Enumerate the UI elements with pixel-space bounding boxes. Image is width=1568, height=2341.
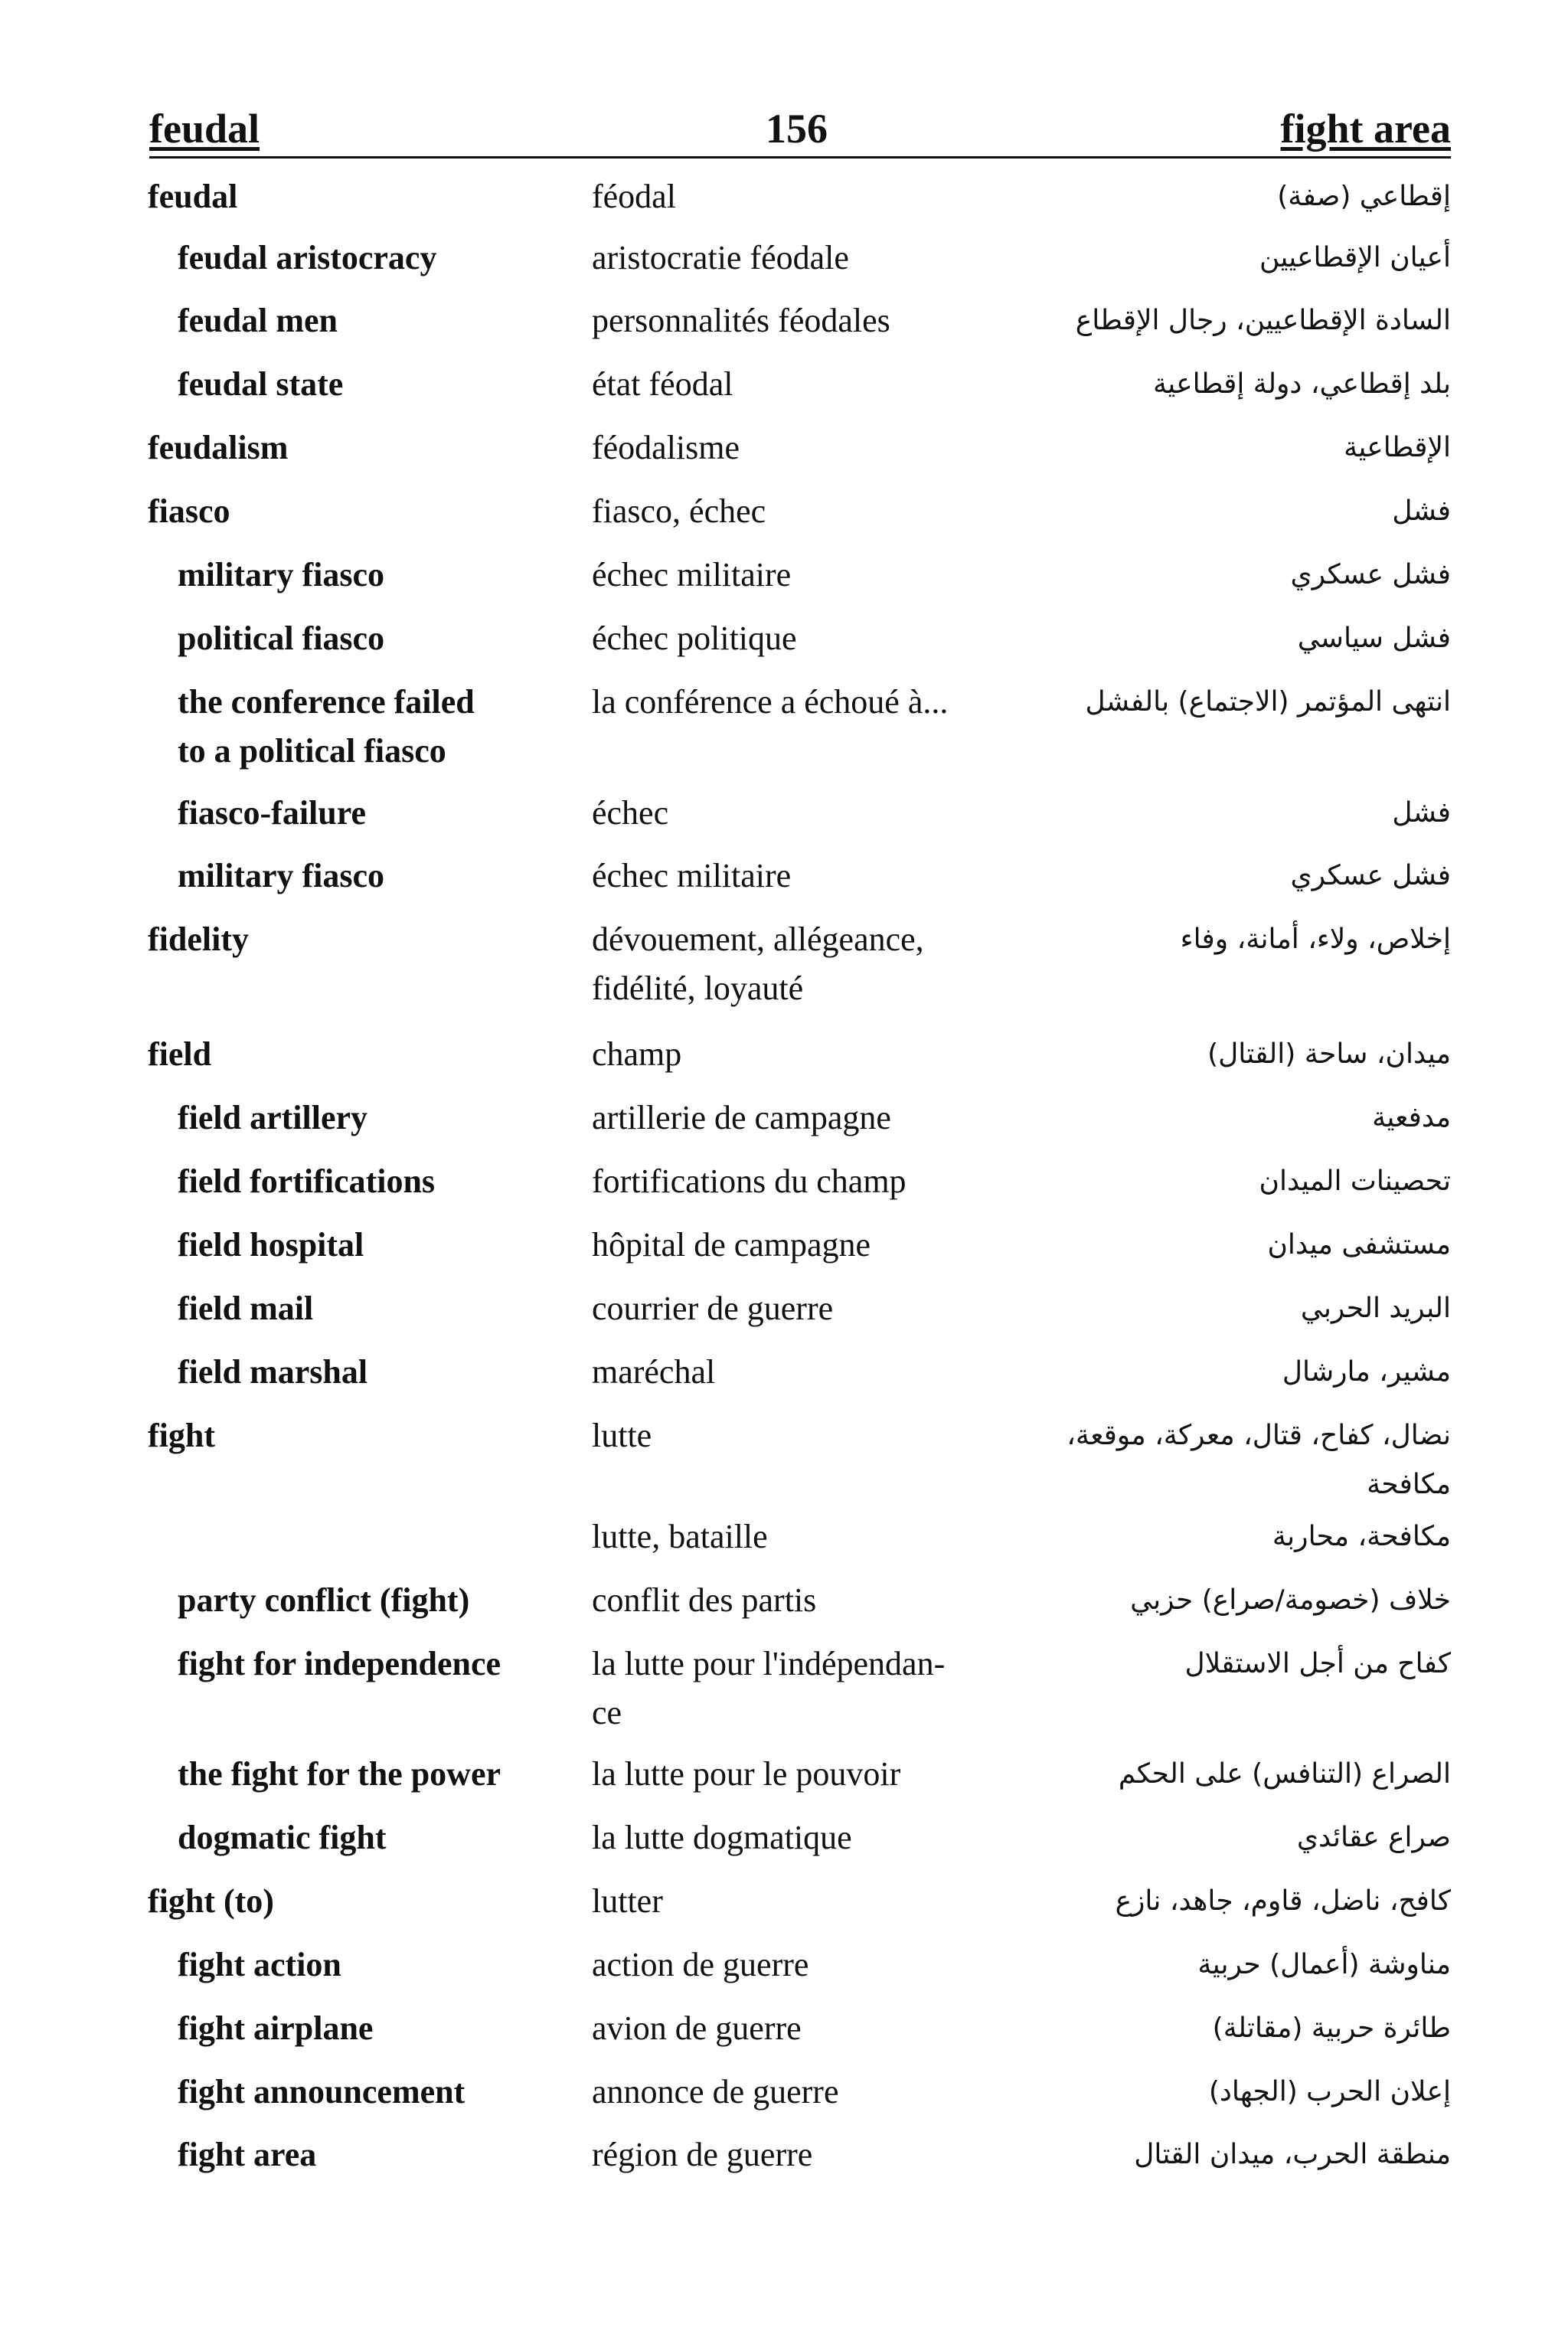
arabic-translation: فشل <box>1392 797 1451 829</box>
english-term: fight action <box>178 1946 341 1983</box>
arabic-translation: إقطاعي (صفة) <box>1277 181 1451 212</box>
french-translation: annonce de guerre <box>592 2073 839 2110</box>
english-term: fight <box>148 1417 215 1454</box>
french-translation: la conférence a échoué à... <box>592 683 949 721</box>
page-header <box>149 106 1451 159</box>
english-term: field <box>148 1035 212 1073</box>
french-translation: la lutte pour l'indépendan- ce <box>592 1645 946 1731</box>
french-translation: avion de guerre <box>592 2009 802 2047</box>
french-translation: hôpital de campagne <box>592 1226 871 1264</box>
french-translation: échec militaire <box>592 556 792 593</box>
arabic-translation: مشير، مارشال <box>1282 1356 1451 1388</box>
french-translation: échec militaire <box>592 857 792 894</box>
english-term: military fiasco <box>178 857 385 894</box>
arabic-translation: فشل عسكري <box>1290 559 1451 590</box>
arabic-translation: مناوشة (أعمال) حربية <box>1197 1949 1451 1980</box>
arabic-translation: البريد الحربي <box>1300 1293 1451 1324</box>
english-term: party conflict (fight) <box>178 1581 470 1619</box>
english-term: fight airplane <box>178 2009 374 2047</box>
french-translation: lutter <box>592 1882 663 1920</box>
arabic-translation: نضال، كفاح، قتال، معركة، موقعة، مكافحة <box>1067 1420 1451 1500</box>
arabic-translation: الصراع (التنافس) على الحكم <box>1118 1758 1451 1790</box>
english-term: fight (to) <box>148 1882 274 1920</box>
arabic-translation: الإقطاعية <box>1344 432 1451 463</box>
french-translation: action de guerre <box>592 1946 809 1983</box>
french-translation: région de guerre <box>592 2136 813 2173</box>
english-term: feudal aristocracy <box>178 239 437 276</box>
arabic-translation: فشل سياسي <box>1297 623 1451 654</box>
english-term: feudal state <box>178 365 344 403</box>
english-term: field mail <box>178 1290 314 1327</box>
english-term: feudal men <box>178 302 338 339</box>
english-term: military fiasco <box>178 556 385 593</box>
english-term: fight area <box>178 2136 317 2173</box>
french-translation: artillerie de campagne <box>592 1099 891 1136</box>
arabic-translation: بلد إقطاعي، دولة إقطاعية <box>1152 368 1451 400</box>
french-translation: féodal <box>592 178 676 215</box>
arabic-translation: فشل عسكري <box>1290 860 1451 891</box>
french-translation: maréchal <box>592 1353 716 1391</box>
english-term: field artillery <box>178 1099 368 1136</box>
french-translation: la lutte pour le pouvoir <box>592 1755 901 1793</box>
french-translation: dévouement, allégeance, fidélité, loyauté <box>592 920 924 1007</box>
english-term: the conference failed to a political fiasco <box>178 683 475 770</box>
french-translation: champ <box>592 1035 682 1073</box>
arabic-translation: تحصينات الميدان <box>1259 1166 1451 1197</box>
english-term: the fight for the power <box>178 1755 501 1793</box>
english-term: feudalism <box>148 429 289 466</box>
french-translation: lutte <box>592 1417 652 1454</box>
arabic-translation: كفاح من أجل الاستقلال <box>1184 1648 1451 1679</box>
french-translation: lutte, bataille <box>592 1518 768 1555</box>
english-term: dogmatic fight <box>178 1819 387 1856</box>
french-translation: la lutte dogmatique <box>592 1819 852 1856</box>
english-term: field hospital <box>178 1226 364 1264</box>
french-translation: conflit des partis <box>592 1581 817 1619</box>
french-translation: échec <box>592 794 669 832</box>
french-translation: échec politique <box>592 620 797 657</box>
english-term: fiasco <box>148 492 230 530</box>
french-translation: aristocratie féodale <box>592 239 849 276</box>
english-term: fiasco-failure <box>178 794 367 832</box>
english-term: fight announcement <box>178 2073 466 2110</box>
arabic-translation: أعيان الإقطاعيين <box>1259 242 1451 273</box>
english-term: fidelity <box>148 920 249 958</box>
english-term: feudal <box>148 178 238 215</box>
right-guide-word: fight area <box>1280 106 1451 152</box>
left-guide-word: feudal <box>149 106 260 152</box>
arabic-translation: مدفعية <box>1372 1102 1451 1133</box>
arabic-translation: إعلان الحرب (الجهاد) <box>1208 2076 1451 2107</box>
french-translation: féodalisme <box>592 429 740 466</box>
arabic-translation: خلاف (خصومة/صراع) حزبي <box>1130 1584 1451 1616</box>
arabic-translation: طائرة حربية (مقاتلة) <box>1212 2012 1451 2044</box>
english-term: political fiasco <box>178 620 385 657</box>
french-translation: fortifications du champ <box>592 1162 906 1200</box>
arabic-translation: إخلاص، ولاء، أمانة، وفاء <box>1180 924 1451 955</box>
arabic-translation: فشل <box>1392 495 1451 527</box>
english-term: fight for independence <box>178 1645 501 1682</box>
arabic-translation: كافح، ناضل، قاوم، جاهد، نازع <box>1115 1885 1451 1917</box>
arabic-translation: منطقة الحرب، ميدان القتال <box>1134 2139 1451 2170</box>
arabic-translation: انتهى المؤتمر (الاجتماع) بالفشل <box>1085 686 1451 718</box>
page-number: 156 <box>766 106 828 152</box>
french-translation: courrier de guerre <box>592 1290 834 1327</box>
arabic-translation: مكافحة، محاربة <box>1272 1521 1451 1552</box>
french-translation: fiasco, échec <box>592 492 766 530</box>
arabic-translation: مستشفى ميدان <box>1267 1229 1451 1260</box>
english-term: field marshal <box>178 1353 368 1391</box>
english-term: field fortifications <box>178 1162 436 1200</box>
french-translation: état féodal <box>592 365 733 403</box>
arabic-translation: ميدان، ساحة (القتال) <box>1207 1038 1451 1070</box>
arabic-translation: السادة الإقطاعيين، رجال الإقطاع <box>1075 305 1451 336</box>
french-translation: personnalités féodales <box>592 302 890 339</box>
arabic-translation: صراع عقائدي <box>1296 1822 1451 1853</box>
